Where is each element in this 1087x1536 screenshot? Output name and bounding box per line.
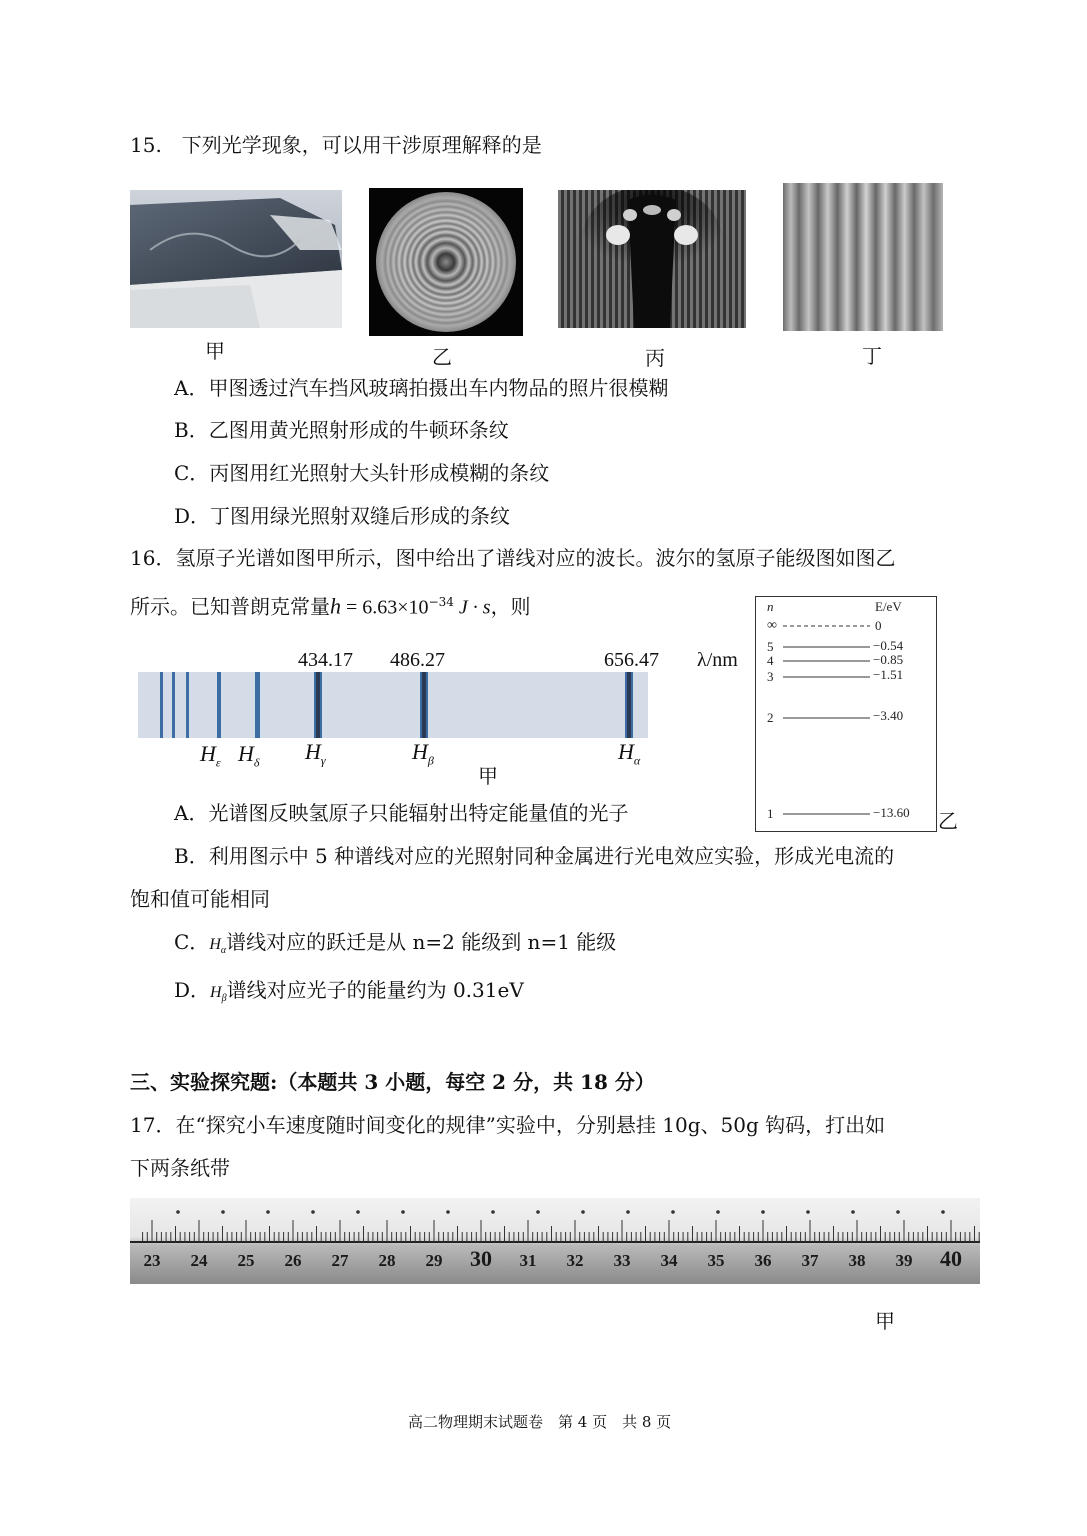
tape-dot	[806, 1210, 810, 1214]
q16-stem-line1: 16．氢原子光谱如图甲所示，图中给出了谱线对应的波长。波尔的氢原子能级图如图乙	[130, 546, 896, 570]
tape-dot	[176, 1210, 180, 1214]
level-e-1: −13.60	[873, 805, 910, 820]
level-n-4: 4	[767, 653, 774, 668]
label-h-epsilon: $H_\varepsilon$	[200, 741, 221, 770]
energy-n-label: n	[767, 599, 774, 614]
spectrum-line-h-beta-core	[422, 672, 426, 738]
energy-level-diagram	[755, 596, 937, 832]
tape-dot	[446, 1210, 450, 1214]
ruler-number: 30	[470, 1246, 492, 1271]
tape-dot	[221, 1210, 225, 1214]
ruler-number: 36	[754, 1251, 772, 1270]
level-e-2: −3.40	[873, 708, 904, 723]
caption-jia: 甲	[205, 339, 225, 363]
q15-option-c: C．丙图用红光照射大头针形成模糊的条纹	[174, 461, 550, 485]
ruler-number: 29	[425, 1251, 443, 1270]
page-footer: 高二物理期末试题卷 第 4 页 共 8 页	[408, 1413, 672, 1431]
ruler-number: 35	[707, 1251, 725, 1270]
spectrum-line-h-epsilon	[217, 672, 221, 738]
ruler-number: 38	[848, 1251, 866, 1270]
ruler-number: 33	[613, 1251, 631, 1270]
ruler-number: 23	[143, 1251, 161, 1270]
pin-diffraction-photo	[558, 190, 746, 328]
tape-dot	[401, 1210, 405, 1214]
ruler-number: 31	[519, 1251, 537, 1270]
q16-option-d: D．$H_\beta$谱线对应光子的能量约为 0.31eV	[174, 978, 524, 1005]
caption-energy-yi: 乙	[938, 809, 958, 833]
tape-dot	[761, 1210, 765, 1214]
tape-dot	[536, 1210, 540, 1214]
q16-option-c: C．$H_\alpha$谱线对应的跃迁是从 n=2 能级到 n=1 能级	[174, 930, 617, 957]
paper-tape-ruler-photo	[130, 1198, 980, 1284]
caption-bing: 丙	[645, 346, 665, 370]
spectrum-band	[138, 672, 648, 738]
newton-rings-photo	[369, 188, 523, 336]
level-e-5: −0.54	[873, 638, 904, 653]
ruler-number: 34	[660, 1251, 678, 1270]
tape-dot	[851, 1210, 855, 1214]
level-e-4: −0.85	[873, 652, 904, 667]
caption-ding: 丁	[862, 344, 882, 368]
level-n-3: 3	[767, 669, 774, 684]
wavelength-486: 486.27	[390, 649, 445, 671]
ruler-number: 27	[331, 1251, 349, 1270]
ruler-number: 24	[190, 1251, 208, 1270]
tape-dot	[311, 1210, 315, 1214]
level-n-2: 2	[767, 710, 774, 725]
ruler-number: 25	[237, 1251, 255, 1270]
caption-spectrum-jia: 甲	[478, 764, 498, 788]
spectrum-line	[186, 672, 189, 738]
q16-option-b-line2: 饱和值可能相同	[130, 887, 270, 911]
ruler-number: 37	[801, 1251, 819, 1270]
q17-stem-line1: 17．在“探究小车速度随时间变化的规律”实验中，分别悬挂 10g、50g 钩码，打出如	[130, 1113, 886, 1137]
q17-stem-line2: 下两条纸带	[130, 1156, 230, 1180]
energy-e-label: E/eV	[875, 599, 902, 614]
ruler-number: 39	[895, 1251, 913, 1270]
double-slit-photo	[783, 183, 943, 331]
wavelength-656: 656.47	[604, 649, 659, 671]
label-h-gamma: $H_\gamma$	[305, 739, 326, 768]
ruler-number: 28	[378, 1251, 396, 1270]
ruler-number: 32	[566, 1251, 584, 1270]
caption-yi: 乙	[432, 345, 452, 369]
label-h-delta: $H_\delta$	[238, 741, 260, 770]
tape-dot	[266, 1210, 270, 1214]
tape-dot	[671, 1210, 675, 1214]
caption-tape-jia: 甲	[875, 1309, 895, 1333]
tape-dot	[716, 1210, 720, 1214]
q15-option-a: A．甲图透过汽车挡风玻璃拍摄出车内物品的照片很模糊	[174, 376, 669, 400]
hydrogen-spectrum	[130, 640, 750, 785]
windshield-photo	[130, 190, 342, 328]
ruler-number: 26	[284, 1251, 302, 1270]
wavelength-434: 434.17	[298, 649, 353, 671]
spectrum-line-h-gamma-core	[316, 672, 320, 738]
q16-option-b-line1: B．利用图示中 5 种谱线对应的光照射同种金属进行光电效应实验，形成光电流的	[174, 844, 895, 868]
label-h-beta: $H_\beta$	[412, 739, 434, 768]
tape-dot	[941, 1210, 945, 1214]
level-e-3: −1.51	[873, 667, 904, 682]
tape-dot	[626, 1210, 630, 1214]
q15-option-d: D．丁图用绿光照射双缝后形成的条纹	[174, 504, 511, 528]
wavelength-axis-unit: λ/nm	[697, 649, 738, 671]
level-n-1: 1	[767, 806, 774, 821]
q16-option-a: A．光谱图反映氢原子只能辐射出特定能量值的光子	[174, 801, 629, 825]
level-n-inf: ∞	[767, 618, 777, 633]
label-h-alpha: $H_\alpha$	[618, 739, 641, 768]
spectrum-line-h-delta	[255, 672, 260, 738]
section3-heading: 三、实验探究题:（本题共 3 小题，每空 2 分，共 18 分）	[130, 1070, 655, 1094]
ruler-number: 40	[940, 1246, 962, 1271]
level-n-5: 5	[767, 639, 774, 654]
q16-stem-line2: 所示。已知普朗克常量$h = 6.63\times 10^{-34}$ J · s，则	[130, 593, 531, 619]
q15-option-b: B．乙图用黄光照射形成的牛顿环条纹	[174, 418, 509, 442]
tape-dot	[896, 1210, 900, 1214]
q15-stem: 15. 下列光学现象，可以用干涉原理解释的是	[130, 133, 542, 157]
tape-dot	[581, 1210, 585, 1214]
tape-dot	[356, 1210, 360, 1214]
spectrum-line	[172, 672, 175, 738]
spectrum-line	[160, 672, 163, 738]
spectrum-line-h-alpha-core	[627, 672, 631, 738]
level-e-inf: 0	[875, 618, 882, 633]
tape-dot	[491, 1210, 495, 1214]
